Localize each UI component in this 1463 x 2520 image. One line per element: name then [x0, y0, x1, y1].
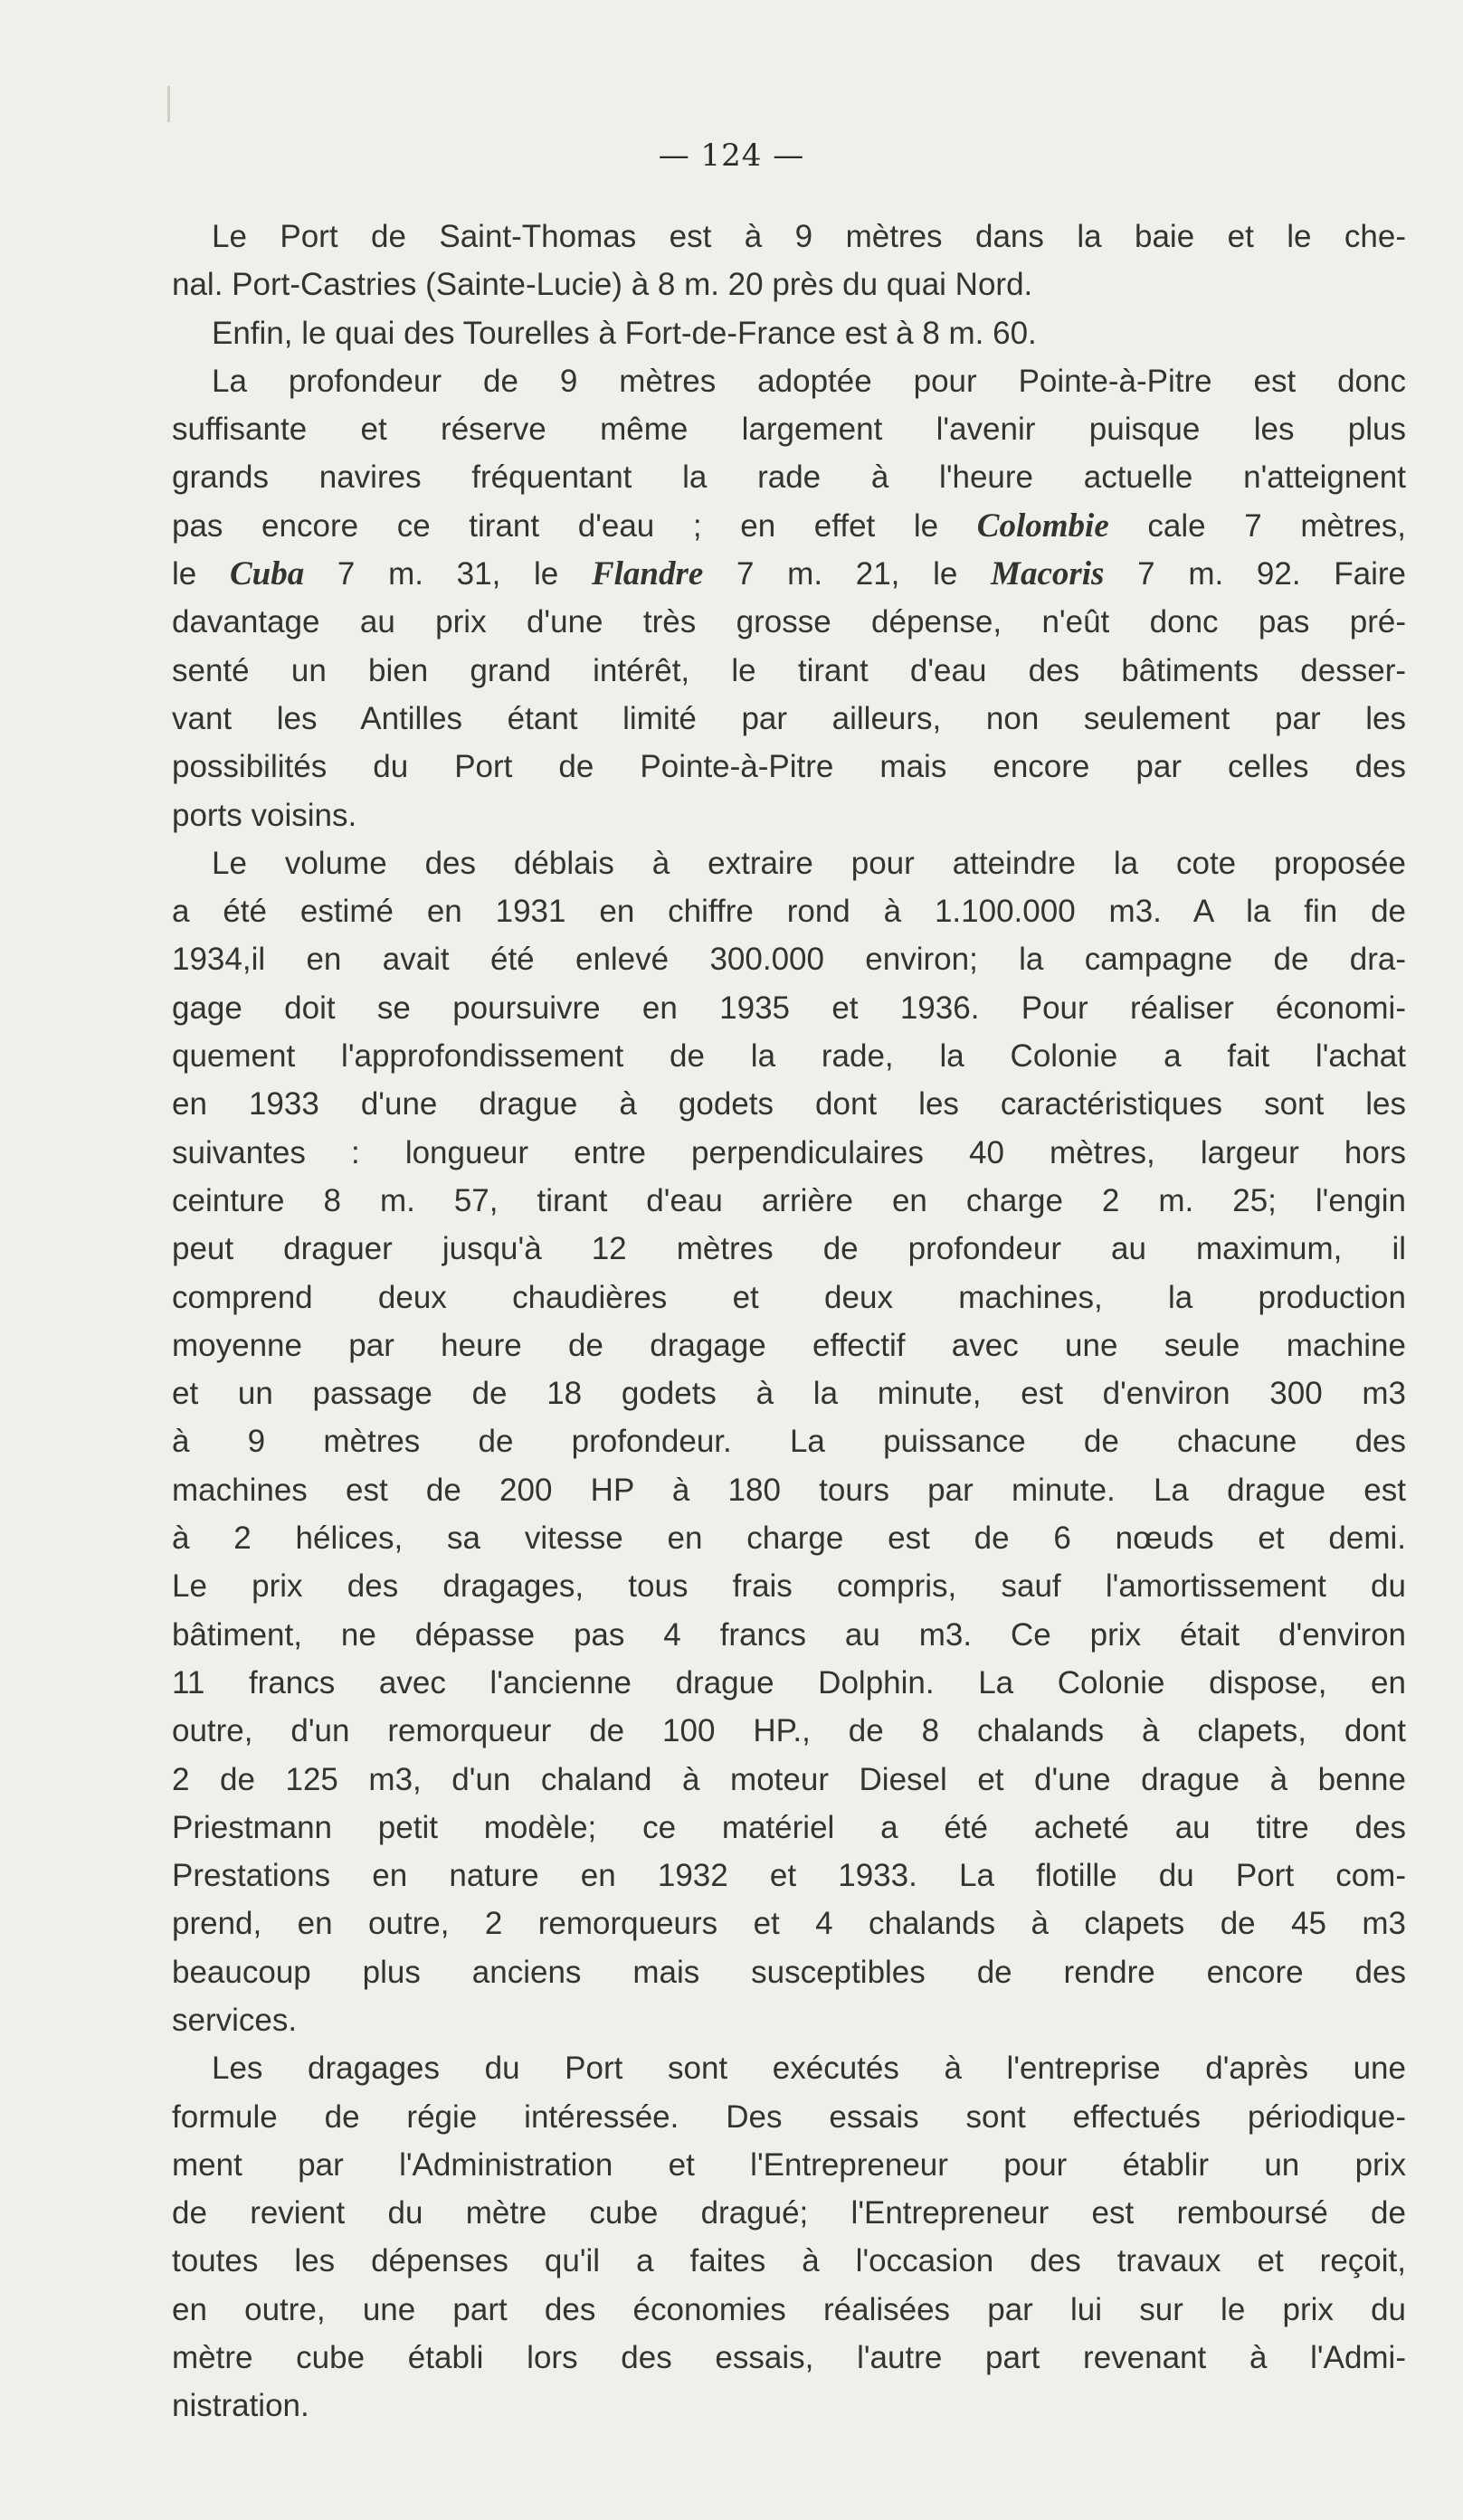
text-line: gage doit se poursuivre en 1935 et 1936. Pour réaliser économi-: [172, 990, 1406, 1026]
text-fragment: 7 m. 92. Faire: [1137, 556, 1406, 592]
text-line: machines est de 200 HP à 180 tours par minute. La drague est: [172, 1472, 1406, 1508]
text-line: Enfin, le quai des Tourelles à Fort-de-France est à 8 m. 60.: [212, 315, 1037, 351]
scan-speck: [167, 86, 170, 122]
text-line: moyenne par heure de dragage effectif avec une seule machine: [172, 1327, 1406, 1363]
text-line: et un passage de 18 godets à la minute, est d'environ 300 m3: [172, 1376, 1406, 1412]
text-line: ports voisins.: [172, 797, 357, 833]
text-line: Le volume des déblais à extraire pour atteindre la cote proposée: [212, 845, 1406, 881]
text-line: prend, en outre, 2 remorqueurs et 4 chalands à clapets de 45 m3: [172, 1906, 1406, 1942]
text-line: de revient du mètre cube dragué; l'Entrepreneur est remboursé de: [172, 2195, 1406, 2231]
text-line: [172, 502, 1406, 550]
text-line: 1934,il en avait été enlevé 300.000 environ; la campagne de dra-: [172, 942, 1406, 978]
text-fragment: 7 m. 31, le: [337, 556, 559, 592]
text-line: Le prix des dragages, tous frais compris, sauf l'amortissement du: [172, 1568, 1406, 1605]
text-line: toutes les dépenses qu'il a faites à l'occasion des travaux et reçoit,: [172, 2243, 1406, 2279]
text-line: suffisante et réserve même largement l'avenir puisque les plus: [172, 412, 1406, 448]
text-line: grands navires fréquentant la rade à l'heure actuelle n'atteignent: [172, 459, 1406, 496]
text-line: 11 francs avec l'ancienne drague Dolphin. La Colonie dispose, en: [172, 1664, 1406, 1701]
text-line: nistration.: [172, 2388, 309, 2424]
text-line: [172, 550, 1406, 598]
text-line: formule de régie intéressée. Des essais sont effectués périodique-: [172, 2098, 1406, 2135]
text-line: senté un bien grand intérêt, le tirant d'eau des bâtiments desser-: [172, 652, 1406, 688]
text-line: en outre, une part des économies réalisées par lui sur le prix du: [172, 2291, 1406, 2327]
text-line: services.: [172, 2002, 298, 2038]
ship-name: Flandre: [591, 555, 704, 593]
text-line: quement l'approfondissement de la rade, la Colonie a fait l'achat: [172, 1038, 1406, 1075]
text-line: comprend deux chaudières et deux machines, la production: [172, 1279, 1406, 1315]
text-line: Les dragages du Port sont exécutés à l'entreprise d'après une: [212, 2051, 1406, 2087]
text-line: outre, d'un remorqueur de 100 HP., de 8 chalands à clapets, dont: [172, 1713, 1406, 1749]
text-fragment: pas encore ce tirant d'eau ; en effet le: [172, 507, 939, 544]
text-fragment: le: [172, 556, 197, 592]
text-line: La profondeur de 9 mètres adoptée pour Pointe-à-Pitre est donc: [212, 363, 1406, 399]
text-line: ment par l'Administration et l'Entrepreneur pour établir un prix: [172, 2146, 1406, 2183]
body-text: [172, 213, 1406, 2430]
text-line: en 1933 d'une drague à godets dont les caractéristiques sont les: [172, 1086, 1406, 1123]
text-line: beaucoup plus anciens mais susceptibles de rendre encore des: [172, 1954, 1406, 1990]
text-line: Priestmann petit modèle; ce matériel a été acheté au titre des: [172, 1809, 1406, 1845]
text-line: possibilités du Port de Pointe-à-Pitre mais encore par celles des: [172, 749, 1406, 785]
ship-name: Cuba: [229, 555, 305, 593]
text-line: peut draguer jusqu'à 12 mètres de profondeur au maximum, il: [172, 1231, 1406, 1267]
text-line: à 9 mètres de profondeur. La puissance de chacune des: [172, 1424, 1406, 1460]
text-line: 2 de 125 m3, d'un chaland à moteur Diesel et d'une drague à benne: [172, 1761, 1406, 1797]
text-line: Le Port de Saint-Thomas est à 9 mètres dans la baie et le che-: [212, 219, 1406, 254]
text-line: à 2 hélices, sa vitesse en charge est de 6 nœuds et demi.: [172, 1521, 1406, 1557]
ship-name: Macoris: [991, 555, 1105, 593]
text-line: davantage au prix d'une très grosse dépense, n'eût donc pas pré-: [172, 604, 1406, 640]
text-line: vant les Antilles étant limité par ailleurs, non seulement par les: [172, 700, 1406, 736]
text-line: suivantes : longueur entre perpendiculaires 40 mètres, largeur hors: [172, 1134, 1406, 1170]
text-fragment: cale 7 mètres,: [1147, 507, 1407, 544]
text-line: nal. Port-Castries (Sainte-Lucie) à 8 m. 20 près du quai Nord.: [172, 267, 1033, 303]
text-line: Prestations en nature en 1932 et 1933. La flotille du Port com-: [172, 1858, 1406, 1894]
text-fragment: 7 m. 21, le: [736, 556, 958, 592]
text-line: bâtiment, ne dépasse pas 4 francs au m3. Ce prix était d'environ: [172, 1616, 1406, 1653]
text-line: a été estimé en 1931 en chiffre rond à 1.100.000 m3. A la fin de: [172, 894, 1406, 930]
text-line: ceinture 8 m. 57, tirant d'eau arrière en charge 2 m. 25; l'engin: [172, 1182, 1406, 1218]
page-number: — 124 —: [658, 137, 805, 174]
text-line: mètre cube établi lors des essais, l'autre part revenant à l'Admi-: [172, 2340, 1406, 2376]
ship-name: Colombie: [976, 507, 1109, 545]
